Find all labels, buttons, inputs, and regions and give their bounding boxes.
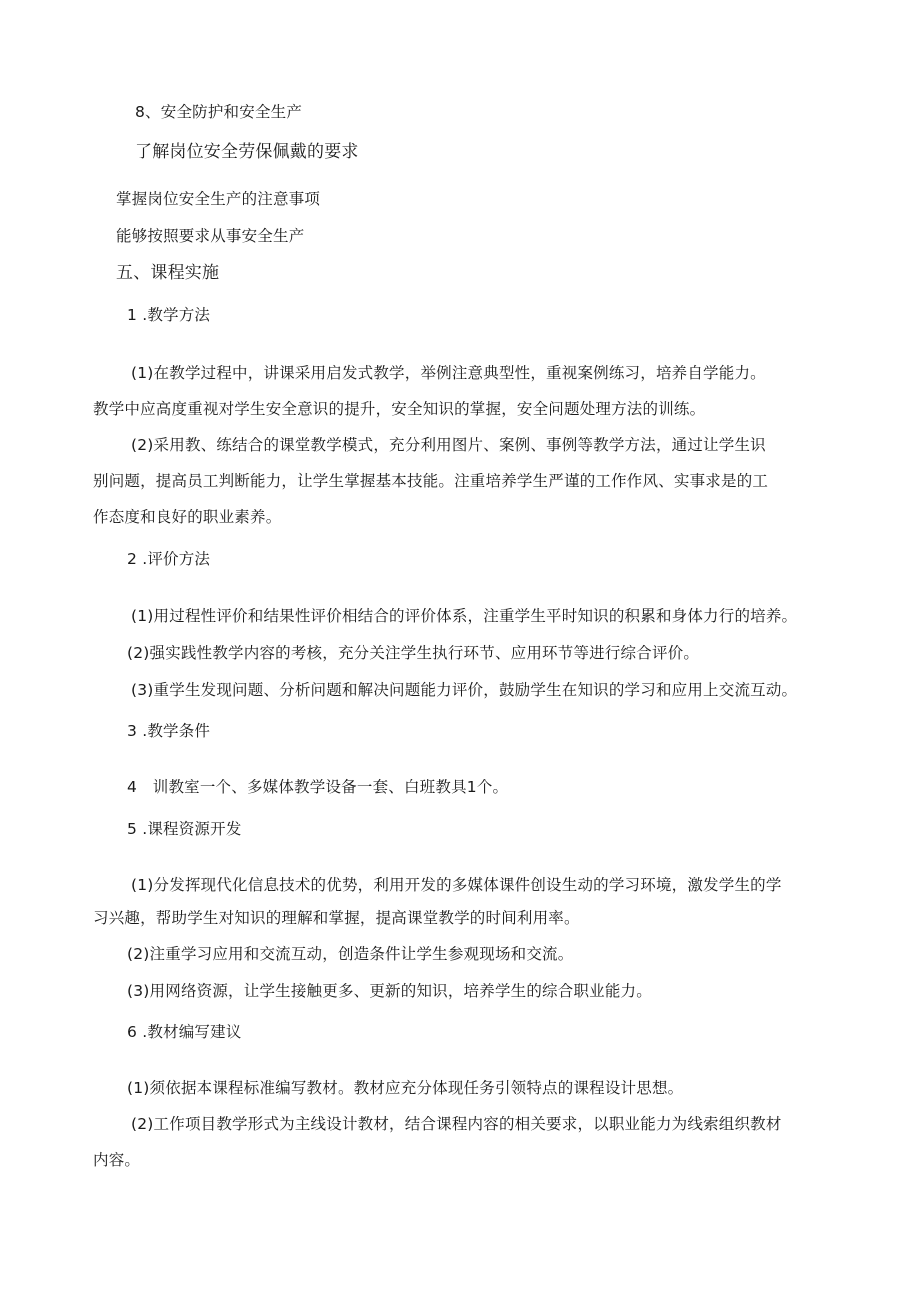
teaching-methods-p2-line2: 别问题，提高员工判断能力，让学生掌握基本技能。注重培养学生严谨的工作作风、实事求是的工 xyxy=(93,472,769,490)
evaluation-p2: (2)强实践性教学内容的考核，充分关注学生执行环节、应用环节等进行综合评价。 xyxy=(127,644,700,662)
resources-heading: 5 .课程资源开发 xyxy=(127,820,242,838)
evaluation-heading: 2 .评价方法 xyxy=(127,550,211,568)
section-8-item-1: 了解岗位安全劳保佩戴的要求 xyxy=(135,142,359,162)
conditions-heading: 3 .教学条件 xyxy=(127,722,211,740)
section-5-title: 五、课程实施 xyxy=(116,263,220,283)
section-8-heading: 8、安全防护和安全生产 xyxy=(135,103,303,121)
resources-p3: (3)用网络资源，让学生接触更多、更新的知识，培养学生的综合职业能力。 xyxy=(127,982,652,1000)
teaching-methods-p2-line3: 作态度和良好的职业素养。 xyxy=(93,508,282,526)
textbook-heading: 6 .教材编写建议 xyxy=(127,1023,242,1041)
textbook-p2-line2: 内容。 xyxy=(93,1151,141,1169)
evaluation-p1: (1)用过程性评价和结果性评价相结合的评价体系，注重学生平时知识的积累和身体力行的培养。 xyxy=(131,607,798,625)
evaluation-p3: (3)重学生发现问题、分析问题和解决问题能力评价，鼓励学生在知识的学习和应用上交流互动。 xyxy=(131,681,798,699)
resources-p2: (2)注重学习应用和交流互动，创造条件让学生参观现场和交流。 xyxy=(127,945,574,963)
teaching-methods-p1-line1: (1)在教学过程中，讲课采用启发式教学，举例注意典型性，重视案例练习，培养自学能力。 xyxy=(131,364,766,382)
conditions-p1: 4 训教室一个、多媒体教学设备一套、白班教具1个。 xyxy=(127,778,509,796)
teaching-methods-p1-line2: 教学中应高度重视对学生安全意识的提升，安全知识的掌握，安全问题处理方法的训练。 xyxy=(93,400,706,418)
textbook-p1: (1)须依据本课程标准编写教材。教材应充分体现任务引领特点的课程设计思想。 xyxy=(127,1079,684,1097)
teaching-methods-heading: 1 .教学方法 xyxy=(127,306,211,324)
section-8-item-2: 掌握岗位安全生产的注意事项 xyxy=(116,190,321,208)
resources-p1-line2: 习兴趣，帮助学生对知识的理解和掌握，提高课堂教学的时间利用率。 xyxy=(93,909,580,927)
section-8-item-3: 能够按照要求从事安全生产 xyxy=(116,227,305,245)
resources-p1-line1: (1)分发挥现代化信息技术的优势，利用开发的多媒体课件创设生动的学习环境，激发学生的学 xyxy=(131,876,782,894)
teaching-methods-p2-line1: (2)采用教、练结合的课堂教学模式，充分利用图片、案例、事例等教学方法，通过让学生识 xyxy=(131,436,766,454)
textbook-p2-line1: (2)工作项目教学形式为主线设计教材，结合课程内容的相关要求，以职业能力为线索组织教材 xyxy=(131,1115,782,1133)
